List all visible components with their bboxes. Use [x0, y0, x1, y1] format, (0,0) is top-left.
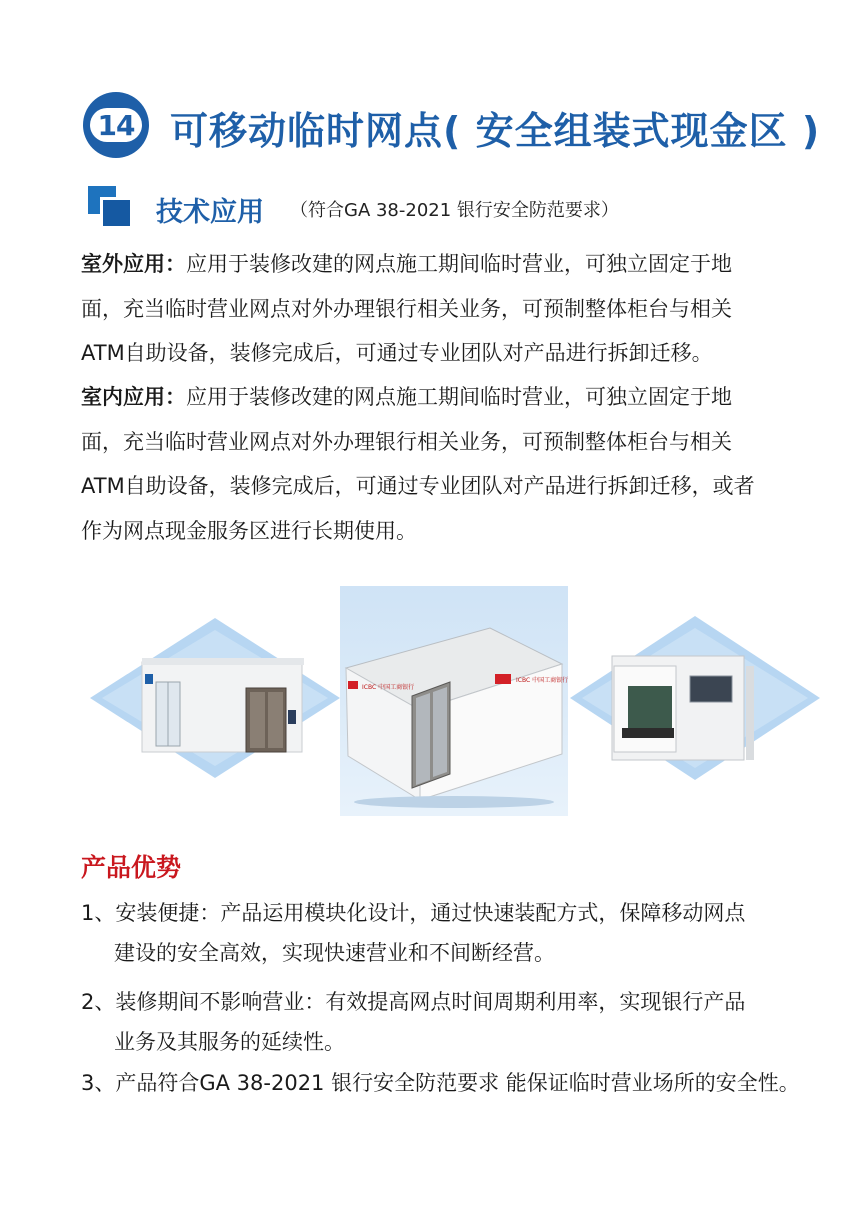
- squares-icon: [88, 186, 130, 226]
- section-title: 技术应用: [156, 197, 264, 228]
- advantage-text-continued: 业务及其服务的延续性。: [114, 1030, 345, 1054]
- paragraph-line: 面，充当临时营业网点对外办理银行相关业务，可预制整体柜台与相关: [81, 429, 732, 454]
- advantage-text-continued: 建设的安全高效，实现快速营业和不间断经营。: [114, 941, 555, 965]
- paragraph-label: 室外应用：: [81, 252, 186, 276]
- advantage-text: 3、产品符合GA 38-2021 银行安全防范要求 能保证临时营业场所的安全性。: [81, 1071, 800, 1095]
- paragraph-line: ATM自助设备，装修完成后，可通过专业团队对产品进行拆卸迁移。: [81, 341, 713, 365]
- advantages-title: 产品优势: [81, 853, 182, 882]
- booth-illustration: [340, 586, 568, 816]
- booth-photo-left: [90, 618, 340, 778]
- paragraph-line: 室外应用：应用于装修改建的网点施工期间临时营业，可独立固定于地: [81, 252, 732, 276]
- paragraph-line: 作为网点现金服务区进行长期使用。: [81, 518, 417, 543]
- advantage-item: [81, 1063, 811, 1103]
- paragraph-line: ATM自助设备，装修完成后，可通过专业团队对产品进行拆卸迁移，或者: [81, 474, 755, 498]
- advantage-text: 1、安装便捷：产品运用模块化设计，通过快速装配方式，保障移动网点: [81, 901, 746, 925]
- outdoor-application-paragraph: [81, 242, 811, 376]
- advantage-item: [81, 982, 811, 1062]
- booth-photo-right: [570, 616, 820, 780]
- page-title: 可移动临时网点( 安全组装式现金区 ): [170, 109, 821, 153]
- advantage-text: 2、装修期间不影响营业：有效提高网点时间周期利用率，实现银行产品: [81, 990, 746, 1014]
- center-sign-right: ICBC 中国工商银行: [516, 677, 568, 684]
- badge-number: 14: [90, 108, 142, 142]
- advantage-item: [81, 893, 811, 973]
- booth-photo-center: [340, 586, 568, 816]
- indoor-application-paragraph: [81, 375, 811, 553]
- section-note: （符合GA 38-2021 银行安全防范要求）: [290, 200, 619, 221]
- paragraph-line: 室内应用：应用于装修改建的网点施工期间临时营业，可独立固定于地: [81, 385, 732, 409]
- center-sign-left: ICBC 中国工商银行: [362, 684, 415, 691]
- paragraph-line: 面，充当临时营业网点对外办理银行相关业务，可预制整体柜台与相关: [81, 296, 732, 321]
- number-badge: [83, 92, 149, 158]
- paragraph-label: 室内应用：: [81, 385, 186, 409]
